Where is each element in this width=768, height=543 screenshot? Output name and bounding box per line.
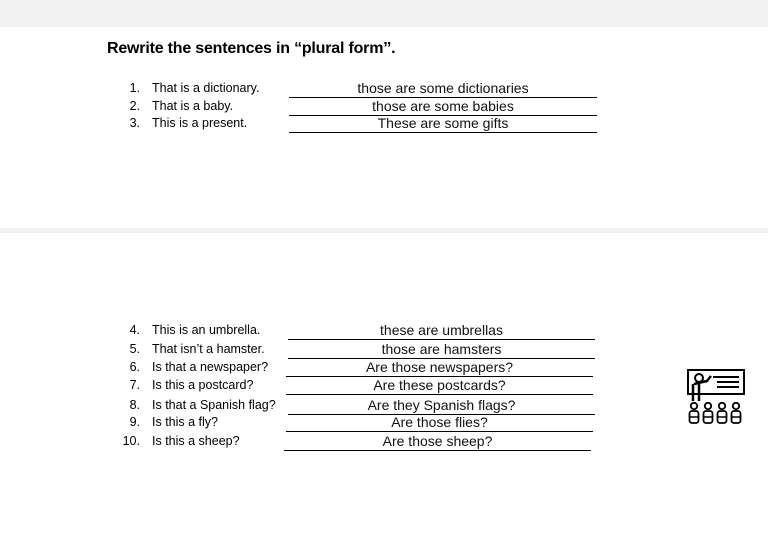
item-number: 3. bbox=[129, 116, 140, 130]
item-number: 9. bbox=[129, 415, 140, 429]
item-number: 6. bbox=[129, 360, 140, 374]
item-question: This is a present. bbox=[152, 116, 248, 130]
worksheet-page-1 bbox=[0, 27, 768, 228]
item-question: This is an umbrella. bbox=[152, 323, 261, 337]
item-question: Is this a postcard? bbox=[152, 378, 254, 392]
item-question: Is that a newspaper? bbox=[152, 360, 269, 374]
answer-field[interactable]: Are those newspapers? bbox=[286, 359, 593, 377]
item-question: That is a dictionary. bbox=[152, 81, 260, 95]
answer-field[interactable]: Are they Spanish flags? bbox=[288, 397, 595, 415]
item-number: 2. bbox=[129, 99, 140, 113]
answer-field[interactable]: these are umbrellas bbox=[288, 322, 595, 340]
item-number: 7. bbox=[129, 378, 140, 392]
item-question: That is a baby. bbox=[152, 99, 234, 113]
answer-field[interactable]: Are those flies? bbox=[286, 414, 593, 432]
worksheet-page-2 bbox=[0, 233, 768, 543]
item-number: 5. bbox=[129, 342, 140, 356]
teacher-classroom-icon bbox=[687, 367, 747, 427]
item-number: 10. bbox=[122, 434, 140, 448]
answer-field[interactable]: those are some babies bbox=[289, 98, 597, 116]
item-question: Is that a Spanish flag? bbox=[152, 398, 276, 412]
item-question: Is this a sheep? bbox=[152, 434, 240, 448]
item-number: 1. bbox=[129, 81, 140, 95]
answer-field[interactable]: Are those sheep? bbox=[284, 433, 591, 451]
worksheet-title: Rewrite the sentences in “plural form’’. bbox=[107, 40, 396, 57]
item-question: That isn’t a hamster. bbox=[152, 342, 265, 356]
item-question: Is this a fly? bbox=[152, 415, 218, 429]
answer-field[interactable]: These are some gifts bbox=[289, 115, 597, 133]
answer-field[interactable]: Are these postcards? bbox=[286, 377, 593, 395]
answer-field[interactable]: those are some dictionaries bbox=[289, 80, 597, 98]
answer-field[interactable]: those are hamsters bbox=[288, 341, 595, 359]
item-number: 4. bbox=[129, 323, 140, 337]
item-number: 8. bbox=[129, 398, 140, 412]
